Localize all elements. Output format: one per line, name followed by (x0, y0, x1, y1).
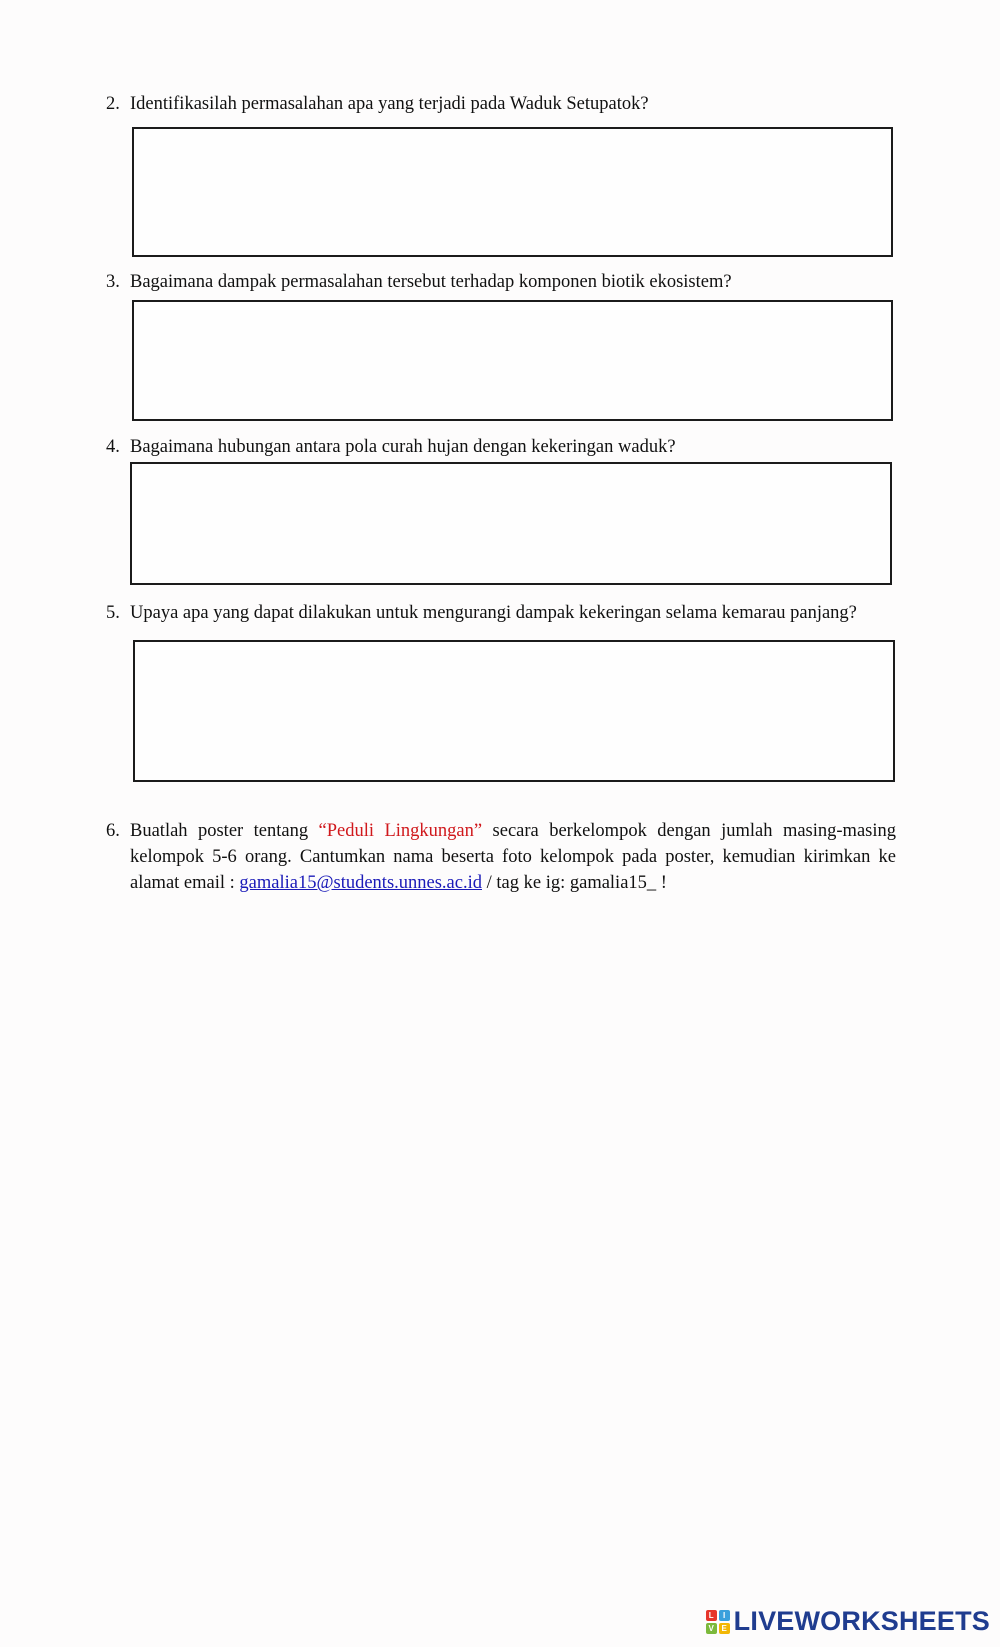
question-6-text (130, 818, 896, 896)
answer-box-5[interactable] (133, 640, 895, 782)
question-6-part-3: / tag ke ig: gamalia15_ ! (482, 873, 667, 893)
logo-cell: L (706, 1610, 717, 1621)
email-link[interactable]: gamalia15@students.unnes.ac.id (239, 873, 482, 893)
liveworksheets-mark-icon (706, 1610, 730, 1634)
question-text: Bagaimana dampak permasalahan tersebut terhadap komponen biotik ekosistem? (130, 272, 732, 292)
question-6 (106, 818, 896, 896)
logo-cell: V (706, 1623, 717, 1634)
question-text: Identifikasilah permasalahan apa yang terjadi pada Waduk Setupatok? (130, 94, 649, 114)
answer-input-2[interactable] (134, 129, 891, 255)
poster-theme: “Peduli Lingkungan” (318, 821, 483, 841)
answer-input-4[interactable] (132, 464, 890, 583)
logo-cell: I (719, 1610, 730, 1621)
brand-name: LIVEWORKSHEETS (733, 1606, 990, 1636)
question-5 (106, 600, 857, 626)
question-4 (106, 434, 676, 460)
question-3 (106, 269, 732, 295)
question-number: 5. (106, 603, 120, 623)
question-number: 4. (106, 437, 120, 457)
question-6-part-1: Buatlah poster tentang (130, 821, 319, 841)
answer-input-5[interactable] (135, 642, 893, 780)
question-text: Upaya apa yang dapat dilakukan untuk mengurangi dampak kekeringan selama kemarau panjang? (130, 603, 857, 623)
answer-input-3[interactable] (134, 302, 891, 419)
answer-box-3[interactable] (132, 300, 893, 421)
question-number: 6. (106, 821, 120, 841)
answer-box-4[interactable] (130, 462, 892, 585)
logo-cell: E (719, 1623, 730, 1634)
question-text: Bagaimana hubungan antara pola curah hujan dengan kekeringan waduk? (130, 437, 676, 457)
question-2 (106, 91, 649, 117)
question-number: 3. (106, 272, 120, 292)
question-number: 2. (106, 94, 120, 114)
answer-box-2[interactable] (132, 127, 893, 257)
liveworksheets-logo (706, 1606, 990, 1637)
question-6-part-2: secara berkelompok dengan jumlah masing-masing kelompok 5-6 orang. Cantumkan nama beserta foto kelompok pada poster, kemudian kirimkan ke alamat email : (130, 821, 896, 893)
